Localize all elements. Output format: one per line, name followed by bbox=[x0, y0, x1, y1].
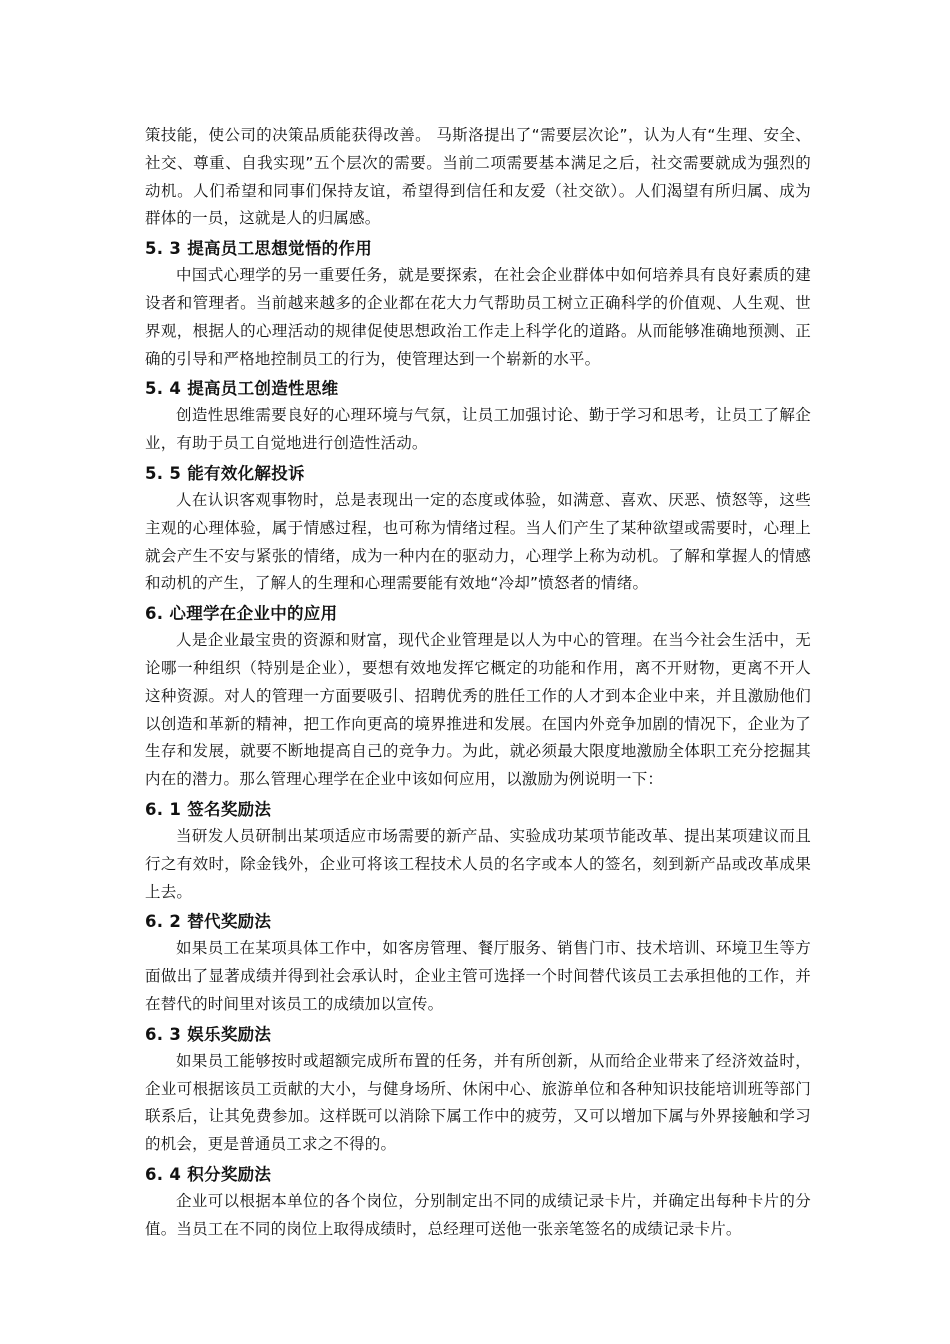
section-paragraph-5-4: 创造性思维需要良好的心理环境与气氛，让员工加强讨论、勤于学习和思考，让员工了解企业，有助于员工自觉地进行创造性活动。 bbox=[145, 406, 811, 453]
section-heading-5-4: 5. 4 提高员工创造性思维 bbox=[145, 379, 339, 399]
section-heading-5-3: 5. 3 提高员工思想觉悟的作用 bbox=[145, 239, 373, 259]
document-body bbox=[145, 122, 811, 1244]
section-heading-5-5: 5. 5 能有效化解投诉 bbox=[145, 463, 305, 483]
section-paragraph-6-3: 如果员工能够按时或超额完成所布置的任务，并有所创新，从而给企业带来了经济效益时，企业可根据该员工贡献的大小，与健身场所、休闲中心、旅游单位和各种知识技能培训班等部门联系后，让其免费参加。这样既可以消除下属工作中的疲劳，又可以增加下属与外界接触和学习的机会，更是普通员工求之不得的。 bbox=[145, 1051, 811, 1154]
section-paragraph-6-1: 当研发人员研制出某项适应市场需要的新产品、实验成功某项节能改革、提出某项建议而且行之有效时，除金钱外，企业可将该工程技术人员的名字或本人的签名，刻到新产品或改革成果上去。 bbox=[145, 826, 811, 901]
section-paragraph-6-4: 企业可以根据本单位的各个岗位，分别制定出不同的成绩记录卡片，并确定出每种卡片的分值。当员工在不同的岗位上取得成绩时，总经理可送他一张亲笔签名的成绩记录卡片。 bbox=[145, 1191, 811, 1238]
section-heading-6-3: 6. 3 娱乐奖励法 bbox=[145, 1024, 272, 1044]
section-paragraph-6: 人是企业最宝贵的资源和财富，现代企业管理是以人为中心的管理。在当今社会生活中，无论哪一种组织（特别是企业），要想有效地发挥它概定的功能和作用，离不开财物，更离不开人这种资源。对人的管理一方面要吸引、招聘优秀的胜任工作的人才到本企业中来，并且激励他们以创造和革新的精神，把工作向更高的境界推进和发展。在国内外竞争加剧的情况下，企业为了生存和发展，就要不断地提高自己的竞争力。为此，就必须最大限度地激励全体职工充分挖掘其内在的潜力。那么管理心理学在企业中该如何应用，以激励为例说明一下： bbox=[145, 631, 811, 789]
section-heading-6-2: 6. 2 替代奖励法 bbox=[145, 912, 272, 932]
section-heading-6-4: 6. 4 积分奖励法 bbox=[145, 1164, 272, 1184]
section-paragraph-5-5: 人在认识客观事物时，总是表现出一定的态度或体验，如满意、喜欢、厌恶、愤怒等，这些主观的心理体验，属于情感过程，也可称为情绪过程。当人们产生了某种欲望或需要时，心理上就会产生不安与紧张的情绪，成为一种内在的驱动力，心理学上称为动机。了解和掌握人的情感和动机的产生，了解人的生理和心理需要能有效地“冷却”愤怒者的情绪。 bbox=[145, 490, 811, 593]
section-heading-6: 6. 心理学在企业中的应用 bbox=[145, 604, 338, 624]
intro-paragraph: 策技能，使公司的决策品质能获得改善。 马斯洛提出了“需要层次论”，认为人有“生理、安全、社交、尊重、自我实现”五个层次的需要。当前二项需要基本满足之后，社交需要就成为强烈的动机。人们希望和同事们保持友谊，希望得到信任和友爱（社交欲）。人们渴望有所归属、成为群体的一员，这就是人的归属感。 bbox=[145, 126, 811, 228]
section-paragraph-6-2: 如果员工在某项具体工作中，如客房管理、餐厅服务、销售门市、技术培训、环境卫生等方面做出了显著成绩并得到社会承认时，企业主管可选择一个时间替代该员工去承担他的工作，并在替代的时间里对该员工的成绩加以宣传。 bbox=[145, 939, 811, 1013]
section-heading-6-1: 6. 1 签名奖励法 bbox=[145, 799, 272, 819]
section-paragraph-5-3: 中国式心理学的另一重要任务，就是要探索，在社会企业群体中如何培养具有良好素质的建设者和管理者。当前越来越多的企业都在花大力气帮助员工树立正确科学的价值观、人生观、世界观，根据人的心理活动的规律促使思想政治工作走上科学化的道路。从而能够准确地预测、正确的引导和严格地控制员工的行为，使管理达到一个崭新的水平。 bbox=[145, 266, 811, 368]
